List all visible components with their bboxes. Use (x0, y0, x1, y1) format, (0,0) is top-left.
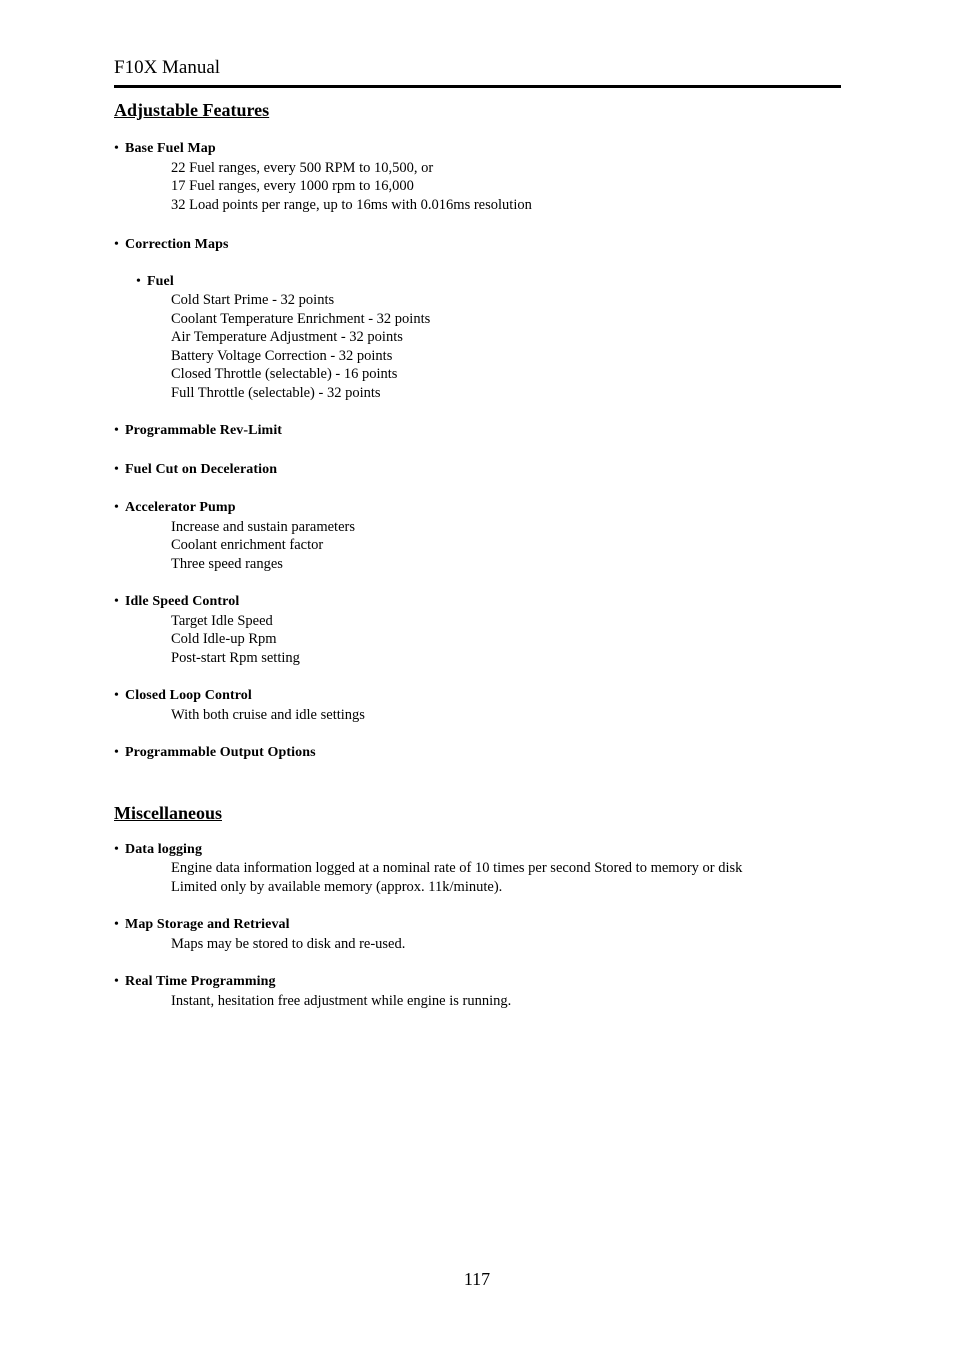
detail-line: With both cruise and idle settings (171, 706, 365, 723)
page-number: 117 (463, 1269, 491, 1289)
bullet-icon: • (114, 500, 120, 515)
detail-line: 17 Fuel ranges, every 1000 rpm to 16,000 (171, 178, 414, 194)
feature-title: Base Fuel Map (125, 141, 216, 156)
detail-line: Cold Start Prime - 32 points (171, 292, 335, 308)
feature-title: Data logging (125, 841, 203, 857)
feature-map-storage-and-retrieval (114, 916, 841, 953)
feature-details (114, 992, 841, 1011)
feature-details (114, 935, 841, 954)
feature-closed-loop-control (114, 687, 841, 724)
feature-title: Idle Speed Control (125, 594, 240, 609)
feature-accelerator-pump (114, 499, 841, 573)
bullet-icon: • (114, 594, 120, 609)
feature-details (114, 518, 841, 574)
feature-programmable-output-options (114, 744, 841, 763)
feature-idle-speed-control (114, 593, 841, 667)
detail-line: Battery Voltage Correction - 32 points (171, 347, 393, 364)
adjustable-features-list (114, 140, 841, 763)
detail-line: Air Temperature Adjustment - 32 points (171, 329, 403, 345)
detail-line: 22 Fuel ranges, every 500 RPM to 10,500, or (171, 159, 434, 176)
feature-title: Programmable Output Options (125, 745, 316, 760)
bullet-icon: • (114, 141, 120, 156)
bullet-icon: • (114, 917, 120, 932)
detail-line: Limited only by available memory (approx. 11k/minute). (171, 878, 503, 895)
detail-line: Instant, hesitation free adjustment while engine is running. (171, 992, 512, 1009)
feature-correction-maps (114, 236, 841, 255)
feature-title: Closed Loop Control (125, 688, 252, 703)
feature-title: Accelerator Pump (125, 500, 236, 515)
feature-title: Fuel (147, 273, 174, 289)
detail-line: Full Throttle (selectable) - 32 points (171, 384, 381, 401)
header-title: F10X Manual (114, 57, 221, 78)
feature-title: Fuel Cut on Deceleration (125, 461, 278, 477)
manual-page (114, 56, 841, 1010)
feature-programmable-rev-limit (114, 422, 841, 441)
feature-title: Correction Maps (125, 237, 229, 252)
bullet-icon: • (114, 688, 120, 703)
bullet-icon: • (114, 974, 120, 989)
feature-details (114, 859, 841, 896)
section-title-miscellaneous: Miscellaneous (114, 802, 222, 823)
feature-real-time-programming (114, 973, 841, 1010)
feature-details (136, 291, 841, 402)
bullet-icon: • (114, 745, 120, 760)
detail-line: Engine data information logged at a nominal rate of 10 times per second Stored to memory or disk (171, 860, 743, 876)
detail-line: Coolant Temperature Enrichment - 32 points (171, 310, 431, 327)
feature-fuel-cut-on-deceleration (114, 461, 841, 480)
feature-title: Real Time Programming (125, 974, 276, 989)
detail-line: Cold Idle-up Rpm (171, 631, 277, 647)
feature-fuel (136, 273, 841, 403)
detail-line: 32 Load points per range, up to 16ms with 0.016ms resolution (171, 196, 532, 213)
detail-line: Post-start Rpm setting (171, 649, 300, 666)
bullet-icon: • (114, 841, 120, 857)
bullet-icon: • (114, 461, 120, 477)
detail-line: Coolant enrichment factor (171, 537, 324, 553)
bullet-icon: • (114, 237, 120, 252)
feature-title: Map Storage and Retrieval (125, 917, 290, 932)
feature-details (114, 706, 841, 725)
detail-line: Target Idle Speed (171, 612, 273, 629)
detail-line: Closed Throttle (selectable) - 16 points (171, 366, 398, 382)
header-rule (114, 85, 841, 88)
feature-data-logging (114, 841, 841, 897)
bullet-icon: • (136, 273, 142, 289)
detail-line: Three speed ranges (171, 555, 283, 572)
miscellaneous-list (114, 841, 841, 1011)
feature-title: Programmable Rev-Limit (125, 423, 283, 438)
section-title-adjustable-features: Adjustable Features (114, 100, 270, 120)
bullet-icon: • (114, 423, 120, 438)
detail-line: Maps may be stored to disk and re-used. (171, 935, 406, 952)
feature-details (114, 612, 841, 668)
feature-details (114, 159, 841, 215)
detail-line: Increase and sustain parameters (171, 518, 355, 535)
feature-base-fuel-map (114, 140, 841, 214)
